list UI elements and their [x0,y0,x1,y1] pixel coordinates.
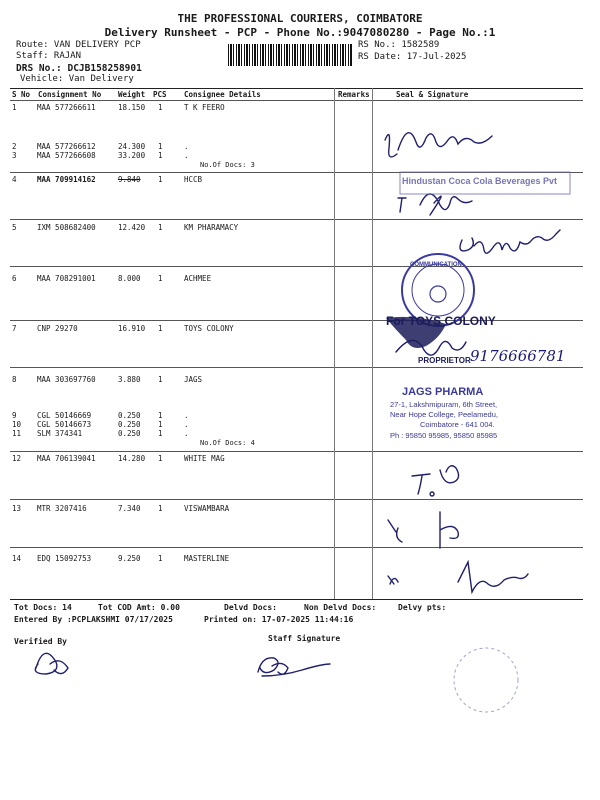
row-weight: 9.250 [118,554,141,563]
row-sno: 12 [12,454,22,463]
row-pcs: 1 [158,411,163,420]
row-consignment: MAA 577266608 [37,151,96,160]
delivery-points: Delvy pts: [398,603,447,612]
row-consignee: VISWAMBARA [184,504,230,513]
row-consignee: T K FEERO [184,103,225,112]
row-sno: 10 [12,420,22,429]
row-consignment: MTR 3207416 [37,504,87,513]
verified-by-label: Verified By [14,637,67,646]
signature-rows-2-3 [385,133,492,157]
verified-signature [35,653,68,674]
row-sno: 8 [12,375,17,384]
staff: Staff: RAJAN [16,51,82,61]
row-sno: 1 [12,103,17,112]
row-pcs: 1 [158,151,163,160]
row-consignment: MAA 709914162 [37,175,96,184]
row-consignment: EDQ 15092753 [37,554,92,563]
row-weight: 0.250 [118,429,141,438]
row-weight: 9.840 [118,175,141,184]
row-sno: 7 [12,324,17,333]
row-sno: 2 [12,142,17,151]
no-of-docs: No.Of Docs: 4 [200,439,255,447]
row-pcs: 1 [158,554,163,563]
row-weight: 18.150 [118,103,146,112]
row-consignment: CGL 50146673 [37,420,92,429]
row-sno: 11 [12,429,22,438]
row-weight: 33.200 [118,151,146,160]
row-consignee: . [184,411,189,420]
row-sno: 13 [12,504,22,513]
total-docs: Tot Docs: 14 [14,603,72,612]
row-consignee: . [184,429,189,438]
row-pcs: 1 [158,454,163,463]
drs-number: DRS No.: DCJB158258901 [16,63,142,74]
row-consignment: MAA 708291001 [37,274,96,283]
toys-colony-stamp: For TOYS COLONY [386,314,496,328]
row-consignment: IXM 508682400 [37,223,96,232]
company-title: THE PROFESSIONAL COURIERS, COIMBATORE [177,12,423,25]
signature-row-12 [412,466,459,496]
row-weight: 12.420 [118,223,146,232]
row-pcs: 1 [158,324,163,333]
row-weight: 0.250 [118,411,141,420]
col-consignment: Consignment No [38,90,102,99]
row-sno: 9 [12,411,17,420]
row-weight: 14.280 [118,454,146,463]
signature-row-4 [398,194,472,215]
entered-by: Entered By :PCPLAKSHMI 07/17/2025 [14,615,173,624]
col-consignee: Consignee Details [184,90,261,99]
row-sno: 3 [12,151,17,160]
signature-row-5 [460,230,560,253]
row-consignee: WHITE MAG [184,454,225,463]
row-consignment: CGL 50146669 [37,411,92,420]
jags-pharma-stamp: JAGS PHARMA [402,386,484,398]
row-sno: 5 [12,223,17,232]
vehicle: Vehicle: Van Delivery [20,74,134,84]
row-weight: 7.340 [118,504,141,513]
row-pcs: 1 [158,504,163,513]
col-sno: S No [12,90,31,99]
row-consignment: MAA 303697760 [37,375,96,384]
hccb-stamp: Hindustan Coca Cola Beverages Pvt [402,176,558,186]
row-consignee: . [184,420,189,429]
row-pcs: 1 [158,223,163,232]
row-weight: 0.250 [118,420,141,429]
row-consignment: SLM 374341 [37,429,83,438]
row-weight: 24.300 [118,142,146,151]
total-cod-amount: Tot COD Amt: 0.00 [98,603,180,612]
col-remarks: Remarks [338,90,370,99]
row-pcs: 1 [158,142,163,151]
row-sno: 14 [12,554,22,563]
route: Route: VAN DELIVERY PCP [16,40,141,50]
row-consignment: MAA 577266611 [37,103,96,112]
handwritten-phone: 9176666781 [470,347,566,365]
row-consignee: JAGS [184,375,203,384]
rs-date: RS Date: 17-Jul-2025 [358,52,467,62]
non-delivered-docs: Non Delvd Docs: [304,603,377,612]
row-pcs: 1 [158,429,163,438]
jags-address-3: Coimbatore - 641 004. [420,420,495,429]
row-consignee: TOYS COLONY [184,324,234,333]
row-consignment: MAA 577266612 [37,142,96,151]
runsheet-subtitle: Delivery Runsheet - PCP - Phone No.:9047080280 - Page No.:1 [104,26,496,39]
jags-address-1: 27-1, Lakshmipuram, 6th Street, [390,400,498,409]
row-weight: 8.000 [118,274,141,283]
proprietor-stamp: PROPRIETOR [418,356,471,365]
row-consignee: KM PHARAMACY [184,223,239,232]
row-consignee: HCCB [184,175,203,184]
no-of-docs: No.Of Docs: 3 [200,161,255,169]
row-pcs: 1 [158,375,163,384]
row-weight: 3.880 [118,375,141,384]
jags-address-2: Near Hope College, Peelamedu, [390,410,498,419]
row-consignee: . [184,151,189,160]
delivered-docs: Delvd Docs: [224,603,277,612]
row-pcs: 1 [158,103,163,112]
row-consignee: MASTERLINE [184,554,230,563]
signature-row-13 [388,512,458,548]
row-pcs: 1 [158,175,163,184]
jags-phone: Ph : 95850 95985, 95850 85985 [390,431,498,440]
row-consignee: ACHMEE [184,274,212,283]
col-seal-signature: Seal & Signature [396,90,469,99]
col-pcs: PCS [153,90,167,99]
signature-row-14 [388,562,528,592]
row-weight: 16.910 [118,324,146,333]
row-sno: 6 [12,274,17,283]
row-pcs: 1 [158,420,163,429]
row-consignment: MAA 706139041 [37,454,96,463]
rs-number: RS No.: 1582589 [358,40,440,50]
communication-stamp: COMMUNICATION [410,262,462,268]
row-sno: 4 [12,175,17,184]
row-pcs: 1 [158,274,163,283]
printed-on: Printed on: 17-07-2025 11:44:16 [204,615,354,624]
row-consignment: CNP 29270 [37,324,78,333]
staff-signature-label: Staff Signature [268,634,341,643]
staff-signature [258,658,330,676]
row-consignee: . [184,142,189,151]
col-weight: Weight [118,90,146,99]
